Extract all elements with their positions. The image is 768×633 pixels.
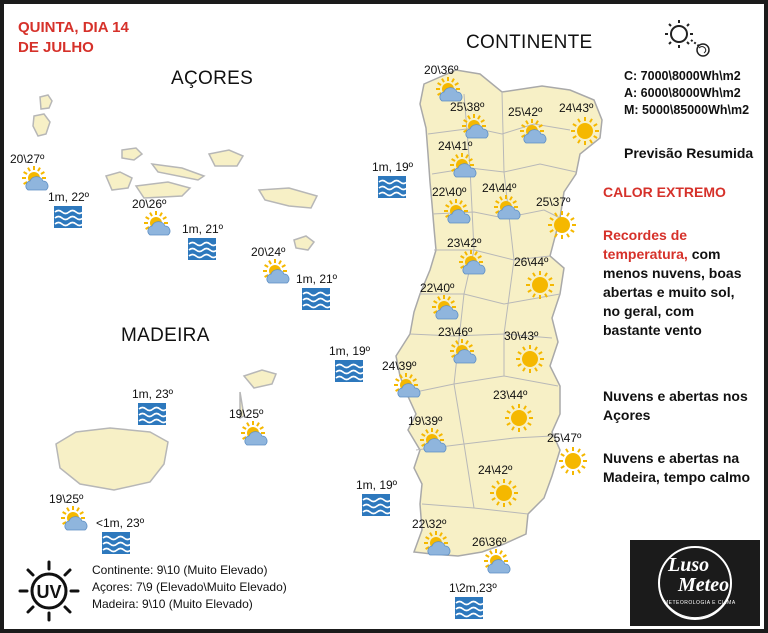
uv-continente: Continente: 9\10 (Muito Elevado) [92,563,268,577]
forecast-temp: 25\42º [508,105,543,119]
summary-madeira: Nuvens e abertas na Madeira, tempo calmo [603,450,751,485]
sun-icon [488,477,520,514]
region-title-madeira: MADEIRA [121,325,210,346]
forecast-acores-1 [132,197,174,244]
summary-records-rest: com menos nuvens, boas abertas e muito sol, no geral, com bastante vento [603,246,742,338]
sea-wave-icon [188,238,223,265]
sea-marker-4 [329,344,370,387]
forecast-temp: 22\40º [432,185,467,199]
forecast-temp: 20\27º [10,152,45,166]
forecast-temp: 22\40º [420,281,455,295]
forecast-temp: 24\39º [382,359,417,373]
forecast-temp: 24\42º [478,463,513,477]
forecast-continente-3 [559,101,601,152]
forecast-continente-12 [504,329,546,380]
sea-wave-icon [54,206,89,233]
forecast-acores-0 [10,152,52,199]
sun-cloud-icon [239,421,271,454]
forecast-acores-2 [251,245,293,292]
island-portosanto [244,370,276,388]
sea-wave-icon [455,597,497,624]
uv-madeira: Madeira: 9\10 (Muito Elevado) [92,597,253,611]
sea-wave-icon [102,532,144,559]
sea-label: 1m, 21º [296,272,338,286]
solar-radiation [624,68,749,119]
sun-cloud-icon [492,195,524,228]
sea-marker-3 [372,160,413,203]
forecast-madeira-1 [49,492,91,539]
forecast-temp: 24\44º [482,181,517,195]
island-faial [106,172,132,190]
sea-wave-icon [362,494,397,521]
sun-cloud-icon [142,211,174,244]
sea-label: 1m, 21º [182,222,224,236]
sea-label: 1m, 19º [329,344,371,358]
sun-cloud-icon [59,506,91,539]
island-terceira [209,150,243,166]
date-line-1: QUINTA, DIA 14 [18,19,129,36]
island-saomiguel [259,188,317,208]
sea-marker-7 [356,478,397,521]
svg-text:UV: UV [36,582,62,602]
forecast-temp: 25\38º [450,100,485,114]
forecast-temp: 23\42º [447,236,482,250]
sea-label: 1\2m,23º [449,581,497,595]
forecast-continente-11 [438,325,480,372]
sea-wave-icon [302,288,337,315]
sun-cloud-icon [457,250,489,283]
forecast-temp: 19\25º [229,407,264,421]
forecast-continente-5 [432,185,474,232]
sea-marker-2 [296,272,337,315]
region-title-acores: AÇORES [171,68,254,89]
forecast-temp: 20\36º [424,63,459,77]
sea-marker-8 [449,581,497,624]
forecast-continente-7 [536,195,578,246]
logo-word-meteo: Meteo [678,574,730,596]
summary-acores: Nuvens e abertas nos Açores [603,388,748,423]
forecast-continente-19 [472,535,514,582]
summary-records-highlight: Recordes de temperatura, [603,227,688,262]
sun-cloud-icon [418,428,450,461]
sea-marker-1 [182,222,223,265]
sea-label: 1m, 22º [48,190,90,204]
sun-cloud-icon [392,373,424,406]
island-madeira [56,428,168,490]
forecast-temp: 25\37º [536,195,571,209]
forecast-continente-6 [482,181,524,228]
island-pico [136,182,190,198]
sea-marker-5 [132,387,173,430]
uv-icon [18,560,80,622]
solar-line-acores: A: 6000\8000Wh\m2 [624,86,741,100]
forecast-temp: 19\25º [49,492,84,506]
sea-wave-icon [138,403,173,430]
sun-cloud-icon [430,295,462,328]
island-corvo [40,95,52,109]
logo-tagline: METEOROLOGIA E CLIMA [664,600,736,606]
sea-label: 1m, 19º [372,160,414,174]
forecast-continente-17 [478,463,520,514]
sea-wave-icon [335,360,370,387]
solar-line-madeira: M: 5000\85000Wh\m2 [624,103,750,117]
forecast-temp: 20\24º [251,245,286,259]
forecast-temp: 24\41º [438,139,473,153]
sun-cloud-icon [448,339,480,372]
sun-icon [503,402,535,439]
sea-wave-icon [378,176,413,203]
date-line-2: DE JULHO [18,39,94,56]
sea-marker-6 [96,516,144,559]
logo-word-luso: Luso [668,554,710,576]
forecast-temp: 30\43º [504,329,539,343]
forecast-continente-15 [408,414,450,461]
alert-calor-extremo: CALOR EXTREMO [603,184,726,200]
sun-cloud-icon [448,153,480,186]
forecast-continente-18 [412,517,454,564]
sun-icon [557,445,589,482]
forecast-continente-16 [547,431,589,482]
forecast-temp: 23\46º [438,325,473,339]
sun-cloud-icon [261,259,293,292]
region-title-continente: CONTINENTE [466,32,593,53]
forecast-continente-2 [508,105,550,152]
uv-acores: Açores: 7\9 (Elevado\Muito Elevado) [92,580,287,594]
sun-cloud-icon [422,531,454,564]
island-saojorge [152,164,204,180]
summary-continente [603,226,753,340]
island-santamaria [294,236,314,250]
lusometeo-logo [630,540,760,626]
forecast-madeira-0 [229,407,271,454]
forecast-temp: 25\47º [547,431,582,445]
forecast-continente-10 [420,281,462,328]
uv-index-list [92,562,287,613]
summary-heading: Previsão Resumida [624,145,754,161]
solar-line-continente: C: 7000\8000Wh\m2 [624,69,741,83]
forecast-temp: 22\32º [412,517,447,531]
sea-label: 1m, 23º [132,387,174,401]
sun-earth-icon [661,20,719,60]
sea-marker-0 [48,190,89,233]
forecast-temp: 24\43º [559,101,594,115]
sun-icon [524,269,556,306]
forecast-continente-9 [514,255,556,306]
forecast-continente-14 [493,388,535,439]
forecast-continente-4 [438,139,480,186]
forecast-continente-8 [447,236,489,283]
sun-cloud-icon [518,119,550,152]
sun-cloud-icon [442,199,474,232]
forecast-temp: 23\44º [493,388,528,402]
sun-icon [514,343,546,380]
sun-icon [569,115,601,152]
island-graciosa [122,148,142,160]
forecast-continente-13 [382,359,424,406]
sun-cloud-icon [482,549,514,582]
forecast-temp: 20\26º [132,197,167,211]
sun-icon [546,209,578,246]
sea-label: 1m, 19º [356,478,398,492]
island-flores [33,114,50,136]
forecast-temp: 19\39º [408,414,443,428]
forecast-temp: 26\36º [472,535,507,549]
forecast-temp: 26\44º [514,255,549,269]
sea-label: <1m, 23º [96,516,145,530]
